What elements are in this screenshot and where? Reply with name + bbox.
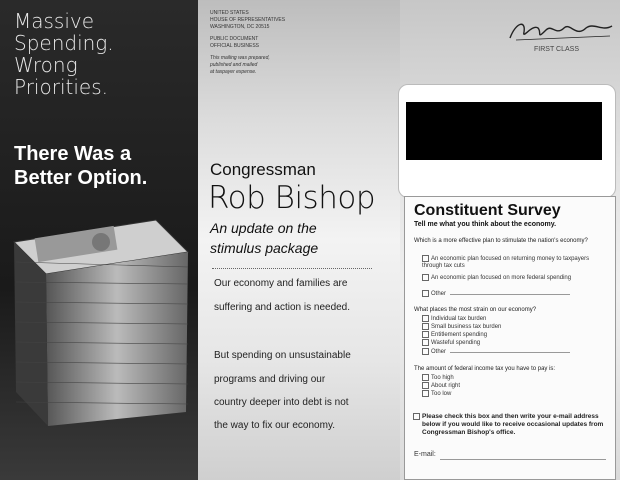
congressman-label: Congressman: [210, 160, 316, 179]
headline-massive-spending: [14, 10, 114, 98]
survey-option[interactable]: [422, 290, 592, 298]
signature-image: [506, 18, 616, 44]
survey-title: Constituent Survey: [414, 202, 561, 219]
address-line: WASHINGTON, DC 20515: [210, 24, 270, 30]
headline-line: Wrong: [14, 53, 78, 77]
official-line: OFFICIAL BUSINESS: [210, 43, 259, 49]
option-label: Other: [431, 349, 447, 356]
option-label: Too low: [431, 391, 452, 398]
survey-option[interactable]: [422, 382, 592, 390]
headline-line: Spending.: [14, 31, 114, 55]
checkbox[interactable]: [422, 331, 429, 338]
address-line: HOUSE OF REPRESENTATIVES: [210, 17, 286, 23]
subtitle-line: An update on the: [210, 220, 317, 236]
body-line: suffering and action is needed.: [214, 302, 351, 313]
survey-option[interactable]: [422, 348, 592, 356]
money-stack-image: [6, 212, 192, 430]
option-label: An economic plan focused on more federal spending: [431, 275, 572, 282]
option-label: Entitlement spending: [431, 332, 488, 339]
survey-question-2: What places the most strain on our economy?: [414, 307, 537, 313]
option-label: Too high: [431, 375, 454, 382]
checkbox[interactable]: [422, 274, 429, 281]
survey-option[interactable]: [422, 331, 592, 339]
headline-line: There Was a: [14, 143, 132, 165]
cover-subtitle: [210, 218, 380, 258]
body-line: programs and driving our: [214, 374, 326, 385]
option-label: Individual tax burden: [431, 316, 487, 323]
option-label: Small business tax burden: [431, 324, 502, 331]
checkbox[interactable]: [422, 382, 429, 389]
body-line: country deeper into debt is not: [214, 397, 349, 408]
notice-line: published and mailed: [210, 62, 258, 68]
subtitle-line: stimulus package: [210, 240, 319, 256]
option-label: Wasteful spending: [431, 340, 481, 347]
survey-option[interactable]: [422, 374, 592, 382]
checkbox[interactable]: [422, 255, 429, 262]
checkbox[interactable]: [422, 290, 429, 297]
checkbox[interactable]: [422, 323, 429, 330]
survey-question-3: The amount of federal income tax you have to pay is:: [414, 366, 556, 372]
headline-line: Better Option.: [14, 167, 148, 189]
checkbox[interactable]: [422, 390, 429, 397]
congressman-name: Rob Bishop: [208, 180, 375, 216]
checkbox[interactable]: [422, 374, 429, 381]
address-line: UNITED STATES: [210, 10, 249, 16]
survey-option[interactable]: [422, 390, 592, 398]
email-label: E-mail:: [414, 451, 436, 458]
survey-option[interactable]: [422, 323, 592, 331]
survey-option[interactable]: [422, 339, 592, 347]
email-updates-text: Please check this box and then write your e-mail address below if you would like to receive occasional updates from Congressman Bishop's office.: [422, 413, 604, 436]
headline-better-option: [14, 142, 147, 190]
official-line: PUBLIC DOCUMENT: [210, 36, 259, 42]
survey-option[interactable]: [422, 315, 592, 323]
body-line: the way to fix our economy.: [214, 420, 335, 431]
survey-option[interactable]: [422, 274, 592, 282]
redacted-address: [406, 102, 602, 160]
body-line: Our economy and families are: [214, 278, 348, 289]
return-address: [210, 10, 285, 76]
checkbox[interactable]: [422, 315, 429, 322]
option-label: Other: [431, 291, 447, 298]
email-input-line[interactable]: [440, 459, 606, 460]
body-line: But spending on unsustainable: [214, 350, 351, 361]
headline-line: Massive: [14, 9, 95, 33]
notice-line: at taxpayer expense.: [210, 69, 257, 75]
headline-line: Priorities.: [14, 75, 108, 99]
option-label: An economic plan focused on returning money to taxpayers through tax cuts: [422, 256, 590, 270]
write-in-line[interactable]: [450, 352, 570, 353]
survey-option[interactable]: [422, 255, 592, 270]
write-in-line[interactable]: [450, 294, 570, 295]
survey-intro: Tell me what you think about the economy.: [414, 221, 557, 228]
checkbox[interactable]: [422, 348, 429, 355]
checkbox[interactable]: [422, 339, 429, 346]
survey-question-1: Which is a more effective plan to stimulate the nation's economy?: [414, 238, 588, 244]
divider: [212, 268, 372, 269]
notice-line: This mailing was prepared,: [210, 55, 270, 61]
option-label: About right: [431, 383, 461, 390]
franking-label: FIRST CLASS: [534, 46, 579, 53]
email-updates-checkbox[interactable]: [413, 413, 420, 420]
